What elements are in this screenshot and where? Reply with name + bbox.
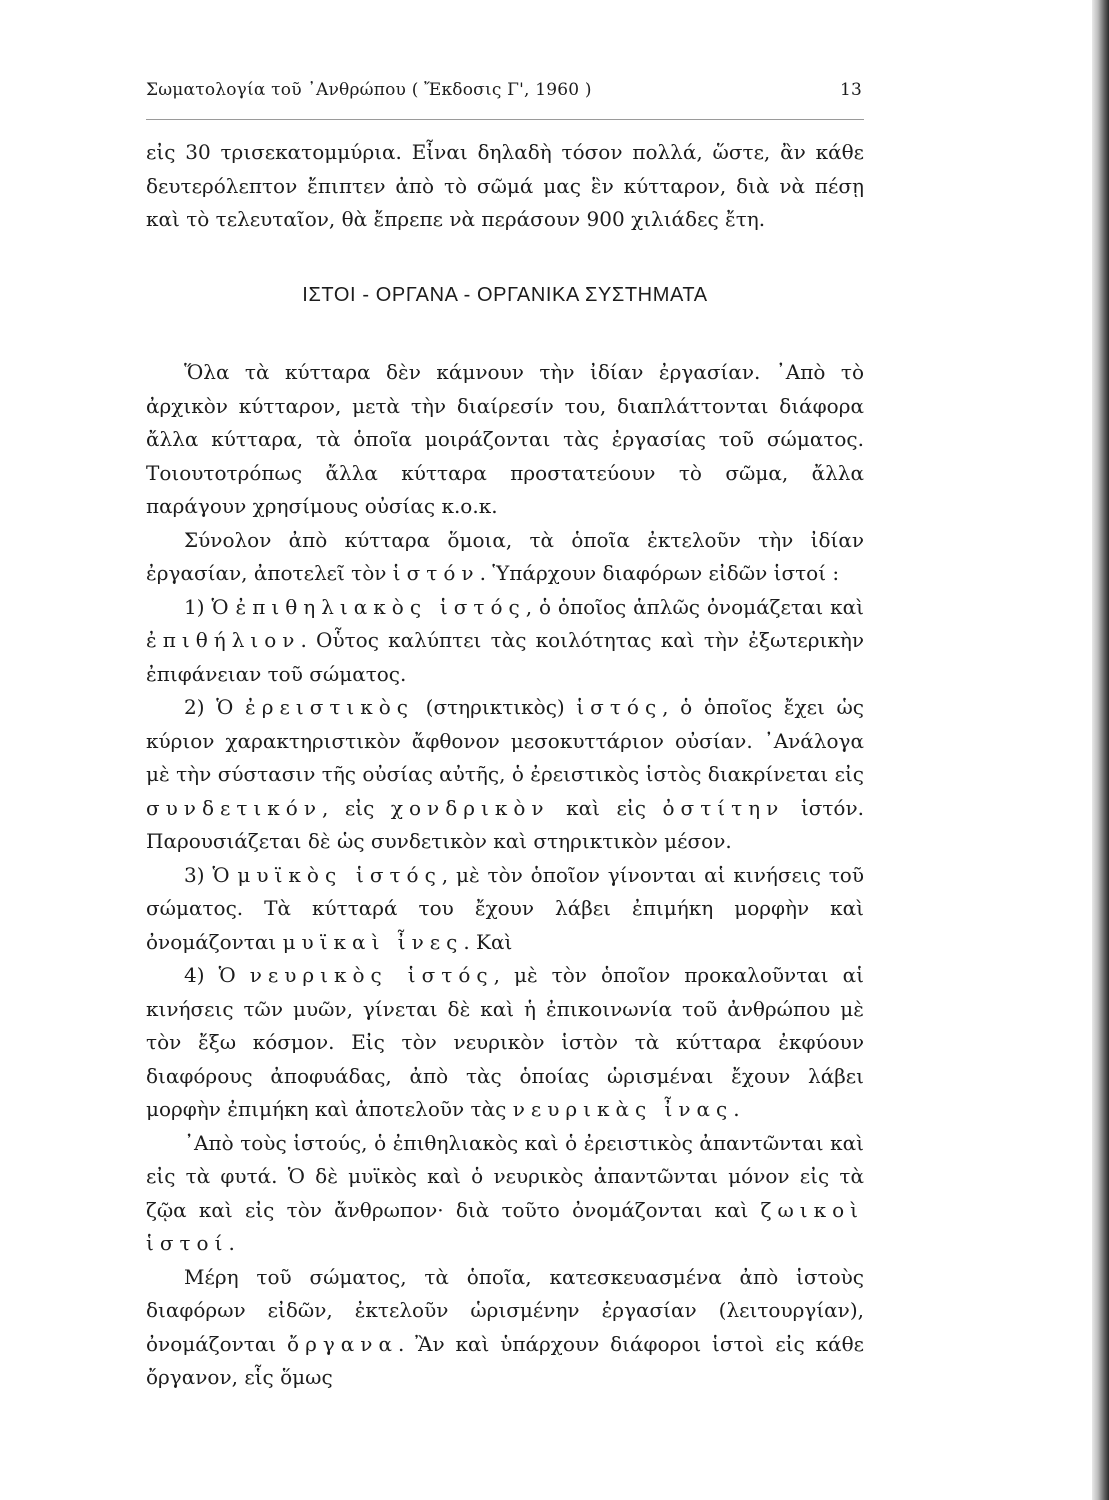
term-tissue: ἱστός <box>576 695 663 719</box>
term-epithelial-tissue: ἐπιθηλιακὸς ἱστός <box>235 594 526 619</box>
text: ᾿Απὸ τοὺς ἱστούς, ὁ ἐπιθηλιακὸς καὶ ὁ ἐρειστικὸς ἀπαντῶνται καὶ εἰς τὰ φυτά. Ὁ δὲ μυϊκὸς καὶ ὁ νευρικὸς ἀπαντῶνται μόνον εἰς τὰ ζῷα καὶ εἰς τὸν ἄνθρωπον· διὰ τοῦτο ὀνομάζονται καὶ <box>146 1130 864 1222</box>
term-muscle-fibers: μυϊκαὶ ἶνες <box>282 929 464 954</box>
term-connective: ἐρειστικὸς <box>245 695 414 719</box>
paragraph-animal-tissues <box>146 1127 864 1261</box>
text: , μὲ τὸν ὁποῖον γίνονται αἱ κινήσεις τοῦ σώματος. Τὰ κύτταρά του ἔχουν λάβει ἐπιμήκη μορφὴν καὶ ὀνομάζονται <box>146 862 865 954</box>
term-animal-tissues: ζωικοὶ ἱστοί <box>146 1197 864 1255</box>
text: . Ὑπάρχουν διαφόρων εἰδῶν ἱστοί : <box>479 561 840 585</box>
text: . Καὶ <box>463 929 513 954</box>
paragraph-cells-work: Ὅλα τὰ κύτταρα δὲν κάμνουν τὴν ἰδίαν ἐργασίαν. ᾿Απὸ τὸ ἀρχικὸν κύτταρον, μετὰ τὴν διαίρεσίν του, διαπλάττονται διάφορα ἄλλα κύτταρα, τὰ ὁποῖα μοιράζονται τὰς ἐργασίας τοῦ σώματος. Τοιουτοτρόπως ἄλλα κύτταρα προστατεύουν τὸ σῶμα, ἄλλα παράγουν χρησίμους οὐσίας κ.ο.κ. <box>146 360 864 518</box>
item-number: 2) Ὁ <box>184 695 245 719</box>
paragraph-tissue-definition <box>146 524 864 591</box>
page-body <box>146 136 864 1395</box>
text: . <box>733 1097 740 1121</box>
text: . Οὗτος καλύπτει τὰς κοιλότητας καὶ τὴν ἐξωτερικὴν ἐπιφάνειαν τοῦ σώματος. <box>146 628 864 686</box>
term-organs: ὄργανα <box>287 1331 398 1356</box>
list-item-epithelial <box>146 591 864 692</box>
term-syndetikon: συνδετικόν <box>146 795 322 820</box>
running-title: Σωματολογία τοῦ ᾿Ανθρώπου ( Ἔκδοσις Γ', 1960 ) <box>146 80 592 100</box>
term-istos: ἱστόν <box>392 561 480 585</box>
text: Μέρη τοῦ σώματος, τὰ ὁποῖα, κατεσκευασμένα ἀπὸ ἱστοὺς διαφόρων εἰδῶν, ἐκτελοῦν ὡρισμένην ἐργασίαν (λειτουργίαν), ὀνομάζονται <box>146 1264 864 1356</box>
text: , εἰς <box>321 795 391 820</box>
list-item-connective <box>146 691 864 859</box>
list-item-nervous <box>146 959 864 1127</box>
page-edge-shadow <box>1092 0 1109 1500</box>
text: , ὁ ὁποῖος ἁπλῶς ὀνομάζεται καὶ <box>525 594 864 619</box>
term-nervous-tissue: νευρικὸς ἱστός <box>249 963 494 987</box>
item-number: 3) Ὁ <box>184 862 238 887</box>
item-number: 4) Ὁ <box>184 963 250 987</box>
text: ἱστόν. Παρουσιάζεται δὲ ὡς συνδετικὸν καὶ στηρικτικὸν μέσον. <box>146 795 864 853</box>
text: , ὁ ὁποῖος ἔχει ὡς κύριον χαρακτηριστικὸν ἄφθονον μεσοκυττάριον οὐσίαν. ᾿Ανάλογα μὲ τὴν σύστασιν τῆς οὐσίας αὐτῆς, ὁ ἐρειστικὸς ἱστὸς διακρίνεται εἰς <box>146 695 864 786</box>
text: (στηρικτικὸς) <box>414 695 577 719</box>
running-header <box>146 80 862 100</box>
section-title: ΙΣΤΟΙ - ΟΡΓΑΝΑ - ΟΡΓΑΝΙΚΑ ΣΥΣΤΗΜΑΤΑ <box>302 283 708 306</box>
term-nerve-fibers: νευρικὰς ἶνας <box>512 1097 734 1121</box>
term-chondrikon: χονδρικὸν <box>390 795 550 820</box>
header-rule <box>146 119 864 120</box>
paragraph-organs <box>146 1261 864 1395</box>
text: καὶ εἰς <box>549 795 663 820</box>
text: , μὲ τὸν ὁποῖον προκαλοῦνται αἱ κινήσεις τῶν μυῶν, γίνεται δὲ καὶ ἡ ἐπικοινωνία τοῦ ἀνθρώπου μὲ τὸν ἔξω κόσμον. Εἰς τὸν νευρικὸν ἱστὸν τὰ κύτταρα ἐκφύουν διαφόρους ἀποφυάδας, ἀπὸ τὰς ὁποίας ὡρισμέναι ἔχουν λάβει μορφὴν ἐπιμήκη καὶ ἀποτελοῦν τὰς <box>146 963 864 1121</box>
text: . Ἂν καὶ ὑπάρχουν διάφοροι ἱστοὶ εἰς κάθε ὄργανον, εἷς ὅμως <box>146 1331 864 1389</box>
item-number: 1) Ὁ <box>184 594 236 619</box>
term-muscle-tissue: μυϊκὸς ἱστός <box>237 862 442 887</box>
paragraph-continuation: εἰς 30 τρισεκατομμύρια. Εἶναι δηλαδὴ τόσον πολλά, ὥστε, ἂν κάθε δευτερόλεπτον ἔπιπτεν ἀπὸ τὸ σῶμά μας ἓν κύτταρον, διὰ νὰ πέσῃ καὶ τὸ τελευταῖον, θὰ ἔπρεπε νὰ περάσουν 900 χιλιάδες ἔτη. <box>146 140 864 231</box>
list-item-muscle <box>146 859 864 960</box>
term-epithelium: ἐπιθήλιον <box>146 628 301 652</box>
text: Σύνολον ἀπὸ κύτταρα ὅμοια, τὰ ὁποῖα ἐκτελοῦν τὴν ἰδίαν ἐργασίαν, ἀποτελεῖ τὸν <box>146 527 864 585</box>
text: . <box>228 1231 235 1255</box>
page-number: 13 <box>839 80 862 100</box>
term-ostitin: ὀστίτην <box>662 795 785 820</box>
